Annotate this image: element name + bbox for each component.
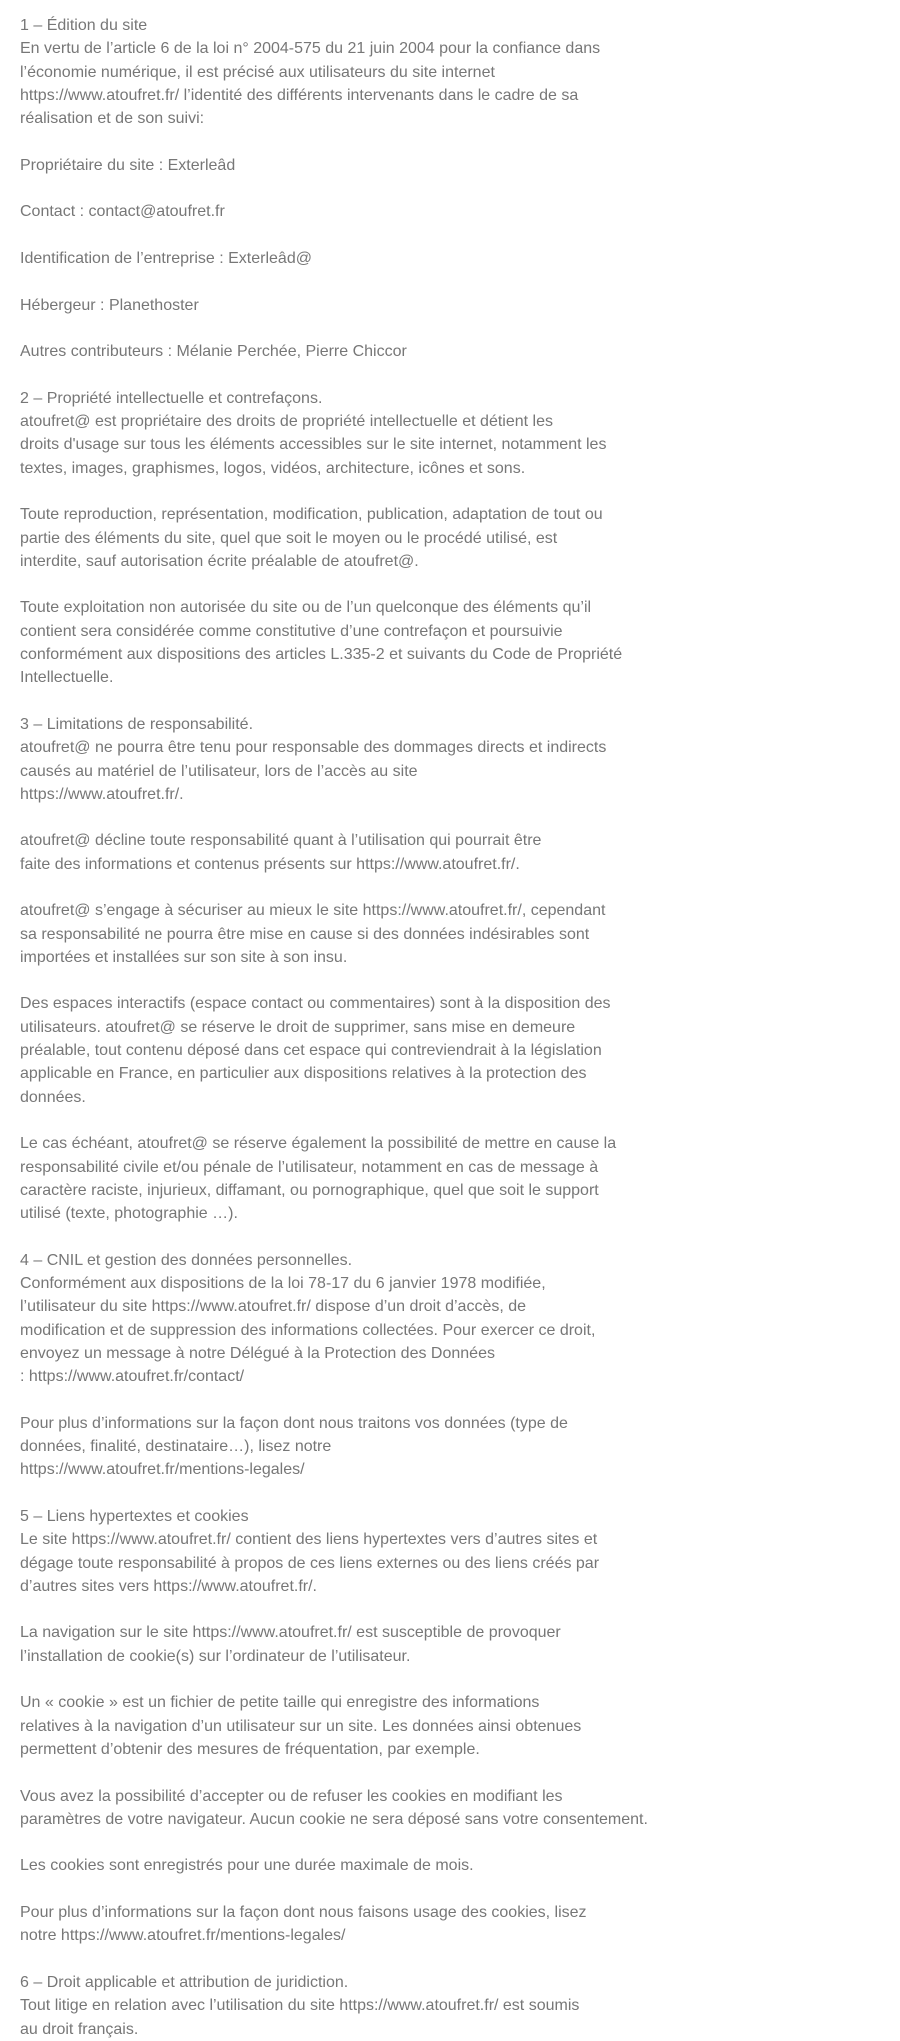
text-line: importées et installées sur son site à son insu. <box>20 948 348 966</box>
text-line: données. <box>20 1088 86 1106</box>
text-line: Hébergeur : Planethoster <box>20 296 199 314</box>
text-line: atoufret@ s’engage à sécuriser au mieux le site https://www.atoufret.fr/, cependant <box>20 902 606 920</box>
text-line: notre https://www.atoufret.fr/mentions-legales/ <box>20 1927 346 1945</box>
text-line: responsabilité civile et/ou pénale de l’utilisateur, notamment en cas de message à <box>20 1158 599 1176</box>
text-line: applicable en France, en particulier aux dispositions relatives à la protection des <box>20 1065 587 1083</box>
paragraph <box>20 992 880 1108</box>
text-line: https://www.atoufret.fr/mentions-legales/ <box>20 1461 305 1479</box>
paragraph <box>20 1132 880 1225</box>
text-line: l’installation de cookie(s) sur l’ordinateur de l’utilisateur. <box>20 1647 411 1665</box>
paragraph <box>20 1249 880 1389</box>
text-line: Autres contributeurs : Mélanie Perchée, Pierre Chiccor <box>20 343 407 361</box>
paragraph <box>20 1971 880 2041</box>
text-line: utilisateurs. atoufret@ se réserve le droit de supprimer, sans mise en demeure <box>20 1018 576 1036</box>
paragraph <box>20 1691 880 1761</box>
text-line: Un « cookie » est un fichier de petite taille qui enregistre des informations <box>20 1694 540 1712</box>
paragraph <box>20 1412 880 1482</box>
text-line: 1 – Édition du site <box>20 17 148 34</box>
text-line: l’utilisateur du site https://www.atoufret.fr/ dispose d’un droit d’accès, de <box>20 1298 527 1316</box>
text-line: : https://www.atoufret.fr/contact/ <box>20 1368 245 1386</box>
paragraph <box>20 1621 880 1668</box>
text-line: faite des informations et contenus présents sur https://www.atoufret.fr/. <box>20 855 520 873</box>
paragraph <box>20 829 880 876</box>
text-line: atoufret@ est propriétaire des droits de propriété intellectuelle et détient les <box>20 413 553 431</box>
paragraph <box>20 14 880 130</box>
paragraph <box>20 387 880 480</box>
text-line: Identification de l’entreprise : Exterleâd@ <box>20 249 312 267</box>
text-line: 3 – Limitations de responsabilité. <box>20 715 254 733</box>
text-line: réalisation et de son suivi: <box>20 110 205 128</box>
text-line: envoyez un message à notre Délégué à la Protection des Données <box>20 1344 495 1362</box>
text-line: préalable, tout contenu déposé dans cet espace qui contreviendrait à la législation <box>20 1042 602 1060</box>
text-line: Les cookies sont enregistrés pour une durée maximale de mois. <box>20 1857 474 1875</box>
text-line: Conformément aux dispositions de la loi 78-17 du 6 janvier 1978 modifiée, <box>20 1275 546 1293</box>
text-line: interdite, sauf autorisation écrite préalable de atoufret@. <box>20 552 419 570</box>
text-line: contient sera considérée comme constitutive d’une contrefaçon et poursuivie <box>20 622 563 640</box>
paragraph <box>20 503 880 573</box>
text-line: d’autres sites vers https://www.atoufret.fr/. <box>20 1577 317 1595</box>
text-line: utilisé (texte, photographie …). <box>20 1205 238 1223</box>
text-line: La navigation sur le site https://www.atoufret.fr/ est susceptible de provoquer <box>20 1624 561 1642</box>
text-line: Intellectuelle. <box>20 669 114 687</box>
paragraph <box>20 200 880 223</box>
paragraph <box>20 1785 880 1832</box>
text-line: droits d'usage sur tous les éléments accessibles sur le site internet, notamment les <box>20 436 607 454</box>
text-line: permettent d’obtenir des mesures de fréquentation, par exemple. <box>20 1740 480 1758</box>
text-line: Toute exploitation non autorisée du site ou de l’un quelconque des éléments qu’il <box>20 599 592 617</box>
text-line: atoufret@ ne pourra être tenu pour responsable des dommages directs et indirects <box>20 739 607 757</box>
text-line: 4 – CNIL et gestion des données personnelles. <box>20 1251 353 1269</box>
text-line: 5 – Liens hypertextes et cookies <box>20 1508 249 1525</box>
text-line: Pour plus d’informations sur la façon dont nous traitons vos données (type de <box>20 1414 568 1432</box>
paragraph <box>20 294 880 317</box>
paragraph <box>20 713 880 806</box>
text-line: atoufret@ décline toute responsabilité quant à l’utilisation qui pourrait être <box>20 832 542 850</box>
text-line: données, finalité, destinataire…), lisez notre <box>20 1438 332 1456</box>
paragraph <box>20 596 880 689</box>
paragraph <box>20 340 880 363</box>
text-line: caractère raciste, injurieux, diffamant, ou pornographique, quel que soit le support <box>20 1181 599 1199</box>
paragraph <box>20 1901 880 1948</box>
text-line: Tout litige en relation avec l’utilisation du site https://www.atoufret.fr/ est soumis <box>20 1997 580 2015</box>
text-line: conformément aux dispositions des articles L.335-2 et suivants du Code de Propriété <box>20 646 623 664</box>
text-line: Contact : contact@atoufret.fr <box>20 203 225 221</box>
text-line: au droit français. <box>20 2020 139 2038</box>
text-line: https://www.atoufret.fr/. <box>20 785 184 803</box>
text-line: 2 – Propriété intellectuelle et contrefaçons. <box>20 389 323 407</box>
text-line: paramètres de votre navigateur. Aucun cookie ne sera déposé sans votre consentement. <box>20 1810 648 1828</box>
paragraph <box>20 154 880 177</box>
text-line: dégage toute responsabilité à propos de ces liens externes ou des liens créés par <box>20 1554 600 1572</box>
paragraph <box>20 899 880 969</box>
text-line: l’économie numérique, il est précisé aux utilisateurs du site internet <box>20 63 495 81</box>
text-line: Des espaces interactifs (espace contact ou commentaires) sont à la disposition des <box>20 995 611 1013</box>
paragraph <box>20 1505 880 1598</box>
text-line: https://www.atoufret.fr/ l’identité des différents intervenants dans le cadre de sa <box>20 86 579 104</box>
text-line: modification et de suppression des informations collectées. Pour exercer ce droit, <box>20 1321 596 1339</box>
text-line: En vertu de l’article 6 de la loi n° 2004-575 du 21 juin 2004 pour la confiance dans <box>20 40 601 58</box>
text-line: relatives à la navigation d’un utilisateur sur un site. Les données ainsi obtenues <box>20 1717 582 1735</box>
text-line: causés au matériel de l’utilisateur, lors de l’accès au site <box>20 762 418 780</box>
text-line: partie des éléments du site, quel que soit le moyen ou le procédé utilisé, est <box>20 529 558 547</box>
text-line: Vous avez la possibilité d’accepter ou de refuser les cookies en modifiant les <box>20 1787 563 1805</box>
text-line: textes, images, graphismes, logos, vidéos, architecture, icônes et sons. <box>20 459 526 477</box>
text-line: Le cas échéant, atoufret@ se réserve également la possibilité de mettre en cause la <box>20 1135 617 1153</box>
text-line: sa responsabilité ne pourra être mise en cause si des données indésirables sont <box>20 925 590 943</box>
paragraph <box>20 1854 880 1877</box>
text-line: Pour plus d’informations sur la façon dont nous faisons usage des cookies, lisez <box>20 1904 587 1922</box>
text-line: 6 – Droit applicable et attribution de juridiction. <box>20 1973 349 1991</box>
text-line: Propriétaire du site : Exterleâd <box>20 156 236 174</box>
text-line: Toute reproduction, représentation, modification, publication, adaptation de tout ou <box>20 506 603 524</box>
paragraph <box>20 247 880 270</box>
text-line: Le site https://www.atoufret.fr/ contient des liens hypertextes vers d’autres sites et <box>20 1531 598 1549</box>
